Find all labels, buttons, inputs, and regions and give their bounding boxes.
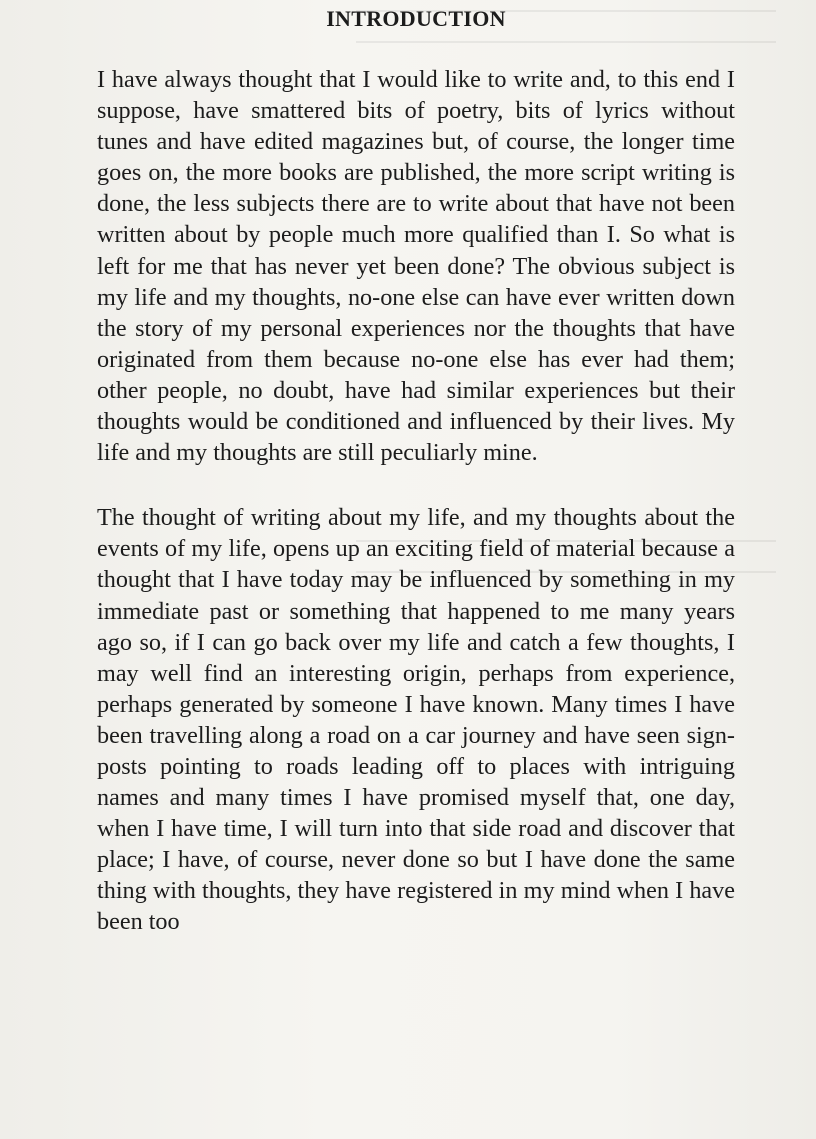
paragraph-2: The thought of writing about my life, and my thoughts about the events of my life, opens up an exciting field of material because a thought that I have today may be influenced by something in my immediate past or something that happened to me many years ago so, if I can go back over my life and catch a few thoughts, I may well find an interesting origin, perhaps from experience, perhaps generated by someone I have known. Many times I have been travelling along a road on a car journey and have seen sign-posts pointing to roads leading off to places with intriguing names and many times I have promised myself that, one day, when I have time, I will turn into that side road and discover that place; I have, of course, never done so but I have done the same thing with thoughts, they have registered in my mind when I have been too — [97, 504, 735, 936]
book-page — [97, 0, 735, 1139]
chapter-heading: INTRODUCTION — [326, 6, 506, 31]
paragraph-1: I have always thought that I would like to write and, to this end I suppose, have smattered bits of poetry, bits of lyrics without tunes and have edited magazines but, of course, the longer time goes on, the more books are published, the more script writing is done, the less subjects there are to write about that have not been written about by people much more qualified than I. So what is left for me that has never yet been done? The obvious subject is my life and my thoughts, no-one else can have ever written down the story of my personal experiences nor the thoughts that have originated from them because no-one else has ever had them; other people, no doubt, have had similar experiences but their thoughts would be conditioned and influenced by their lives. My life and my thoughts are still peculiarly mine. — [97, 66, 735, 467]
